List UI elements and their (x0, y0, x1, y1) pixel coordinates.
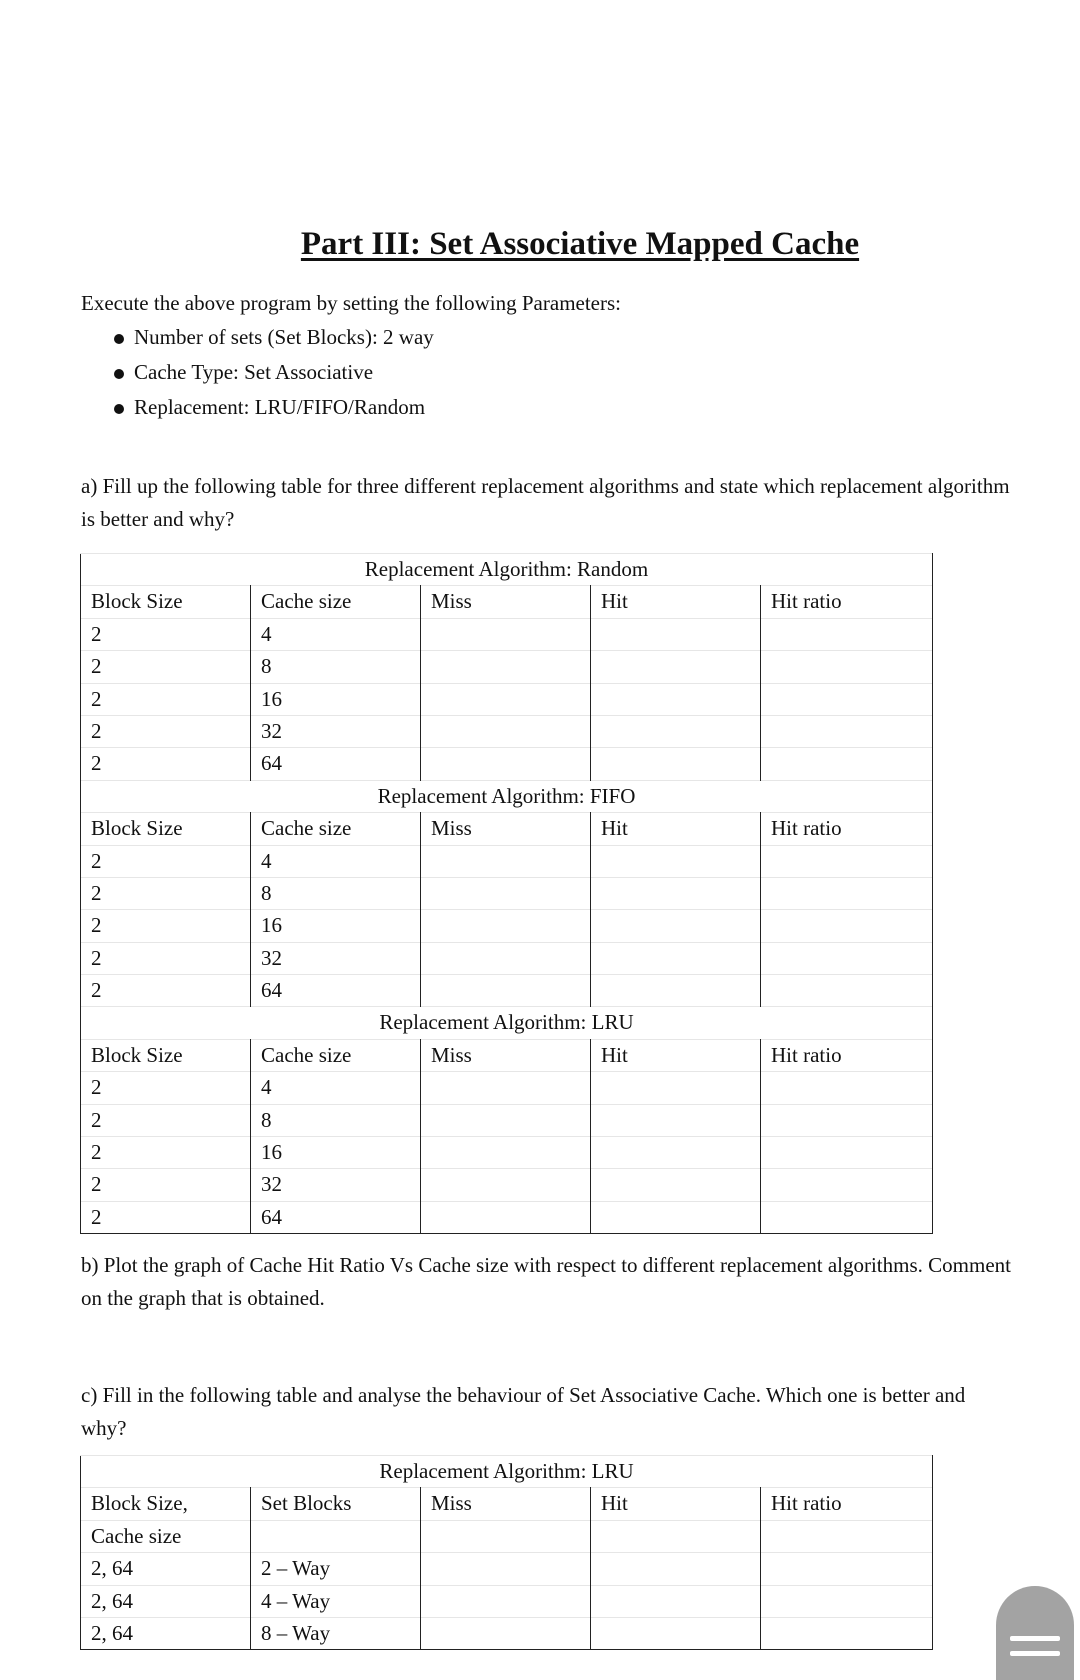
header-cache-size: Cache size (81, 1520, 251, 1552)
cache-size-cell: 4 (251, 1072, 421, 1104)
scroll-handle[interactable] (996, 1586, 1074, 1680)
hit-cell[interactable] (591, 975, 761, 1007)
cache-size-cell: 8 (251, 651, 421, 683)
cache-size-cell: 64 (251, 748, 421, 780)
miss-cell[interactable] (421, 975, 591, 1007)
miss-cell[interactable] (421, 618, 591, 650)
hit-cell[interactable] (591, 1137, 761, 1169)
question-a: a) Fill up the following table for three different replacement algorithms and state which replacement algorithm is better and why? (81, 474, 1010, 531)
miss-cell[interactable] (421, 910, 591, 942)
block-size-cell: 2 (81, 1072, 251, 1104)
miss-cell[interactable] (421, 1585, 591, 1617)
block-size-cell: 2 (81, 1104, 251, 1136)
hit-cell[interactable] (591, 683, 761, 715)
miss-cell[interactable] (421, 1553, 591, 1585)
cache-size-cell: 16 (251, 910, 421, 942)
hit-cell[interactable] (591, 845, 761, 877)
table-header-row (81, 1488, 933, 1520)
hit-cell[interactable] (591, 651, 761, 683)
hit-cell[interactable] (591, 1169, 761, 1201)
table-row (81, 1201, 933, 1233)
header-miss: Miss (421, 1039, 591, 1071)
hit-cell[interactable] (591, 715, 761, 747)
miss-cell[interactable] (421, 1201, 591, 1233)
table-header-row (81, 586, 933, 618)
header-hit-ratio: Hit ratio (761, 1039, 933, 1071)
table-section-title-row (81, 1007, 933, 1039)
hit-ratio-cell[interactable] (761, 1137, 933, 1169)
table-header-row (81, 813, 933, 845)
section-title-lru: Replacement Algorithm: LRU (81, 1007, 933, 1039)
miss-cell[interactable] (421, 1169, 591, 1201)
block-size-cell: 2 (81, 1137, 251, 1169)
table-row (81, 942, 933, 974)
table-row (81, 748, 933, 780)
cache-size-cell: 64 (251, 975, 421, 1007)
set-associative-table (80, 1455, 933, 1650)
cache-size-cell: 8 (251, 1104, 421, 1136)
miss-cell[interactable] (421, 1617, 591, 1649)
table-row (81, 1137, 933, 1169)
table-section-title-row (81, 1456, 933, 1488)
miss-cell[interactable] (421, 651, 591, 683)
table-row (81, 1072, 933, 1104)
hit-ratio-cell[interactable] (761, 942, 933, 974)
block-size-cell: 2 (81, 975, 251, 1007)
hit-ratio-cell[interactable] (761, 1585, 933, 1617)
hit-ratio-cell[interactable] (761, 845, 933, 877)
parameter-text: Number of sets (Set Blocks): 2 way (134, 325, 434, 349)
bullet-icon (114, 369, 124, 379)
miss-cell[interactable] (421, 1104, 591, 1136)
table-row (81, 651, 933, 683)
header-hit: Hit (591, 813, 761, 845)
intro-text: Execute the above program by setting the following Parameters: (81, 291, 622, 315)
section-title-random: Replacement Algorithm: Random (81, 554, 933, 586)
question-c: c) Fill in the following table and analyse the behaviour of Set Associative Cache. Which one is better and why? (81, 1383, 966, 1440)
hit-cell[interactable] (591, 942, 761, 974)
block-size-cell: 2 (81, 845, 251, 877)
bullet-icon (114, 404, 124, 414)
hit-cell[interactable] (591, 1585, 761, 1617)
hit-ratio-cell[interactable] (761, 1169, 933, 1201)
header-hit: Hit (591, 586, 761, 618)
table-section-title-row (81, 780, 933, 812)
set-blocks-cell: 2 – Way (251, 1553, 421, 1585)
section-title-lru: Replacement Algorithm: LRU (81, 1456, 933, 1488)
table-row (81, 1553, 933, 1585)
parameter-list (112, 320, 434, 425)
header-block-size: Block Size (81, 586, 251, 618)
hit-ratio-cell[interactable] (761, 651, 933, 683)
cache-size-cell: 16 (251, 1137, 421, 1169)
hit-ratio-cell[interactable] (761, 748, 933, 780)
hit-ratio-cell[interactable] (761, 1201, 933, 1233)
hit-ratio-cell[interactable] (761, 910, 933, 942)
table-header-row (81, 1039, 933, 1071)
empty-cell (421, 1520, 591, 1552)
hit-cell[interactable] (591, 618, 761, 650)
block-size-cell: 2 (81, 910, 251, 942)
table-row (81, 1104, 933, 1136)
block-size-cell: 2 (81, 942, 251, 974)
miss-cell[interactable] (421, 845, 591, 877)
question-b: b) Plot the graph of Cache Hit Ratio Vs Cache size with respect to different replacement algorithms. Comment on the graph that is obtained. (81, 1253, 1011, 1310)
header-cache-size: Cache size (251, 813, 421, 845)
bullet-icon (114, 334, 124, 344)
header-hit: Hit (591, 1488, 761, 1520)
list-item (112, 355, 434, 390)
header-hit-ratio: Hit ratio (761, 813, 933, 845)
hit-cell[interactable] (591, 1201, 761, 1233)
header-cache-size: Cache size (251, 1039, 421, 1071)
block-size-cell: 2 (81, 877, 251, 909)
header-set-blocks: Set Blocks (251, 1488, 421, 1520)
header-miss: Miss (421, 1488, 591, 1520)
block-size-cell: 2 (81, 1169, 251, 1201)
empty-cell (251, 1520, 421, 1552)
grip-line-icon (1010, 1636, 1060, 1641)
miss-cell[interactable] (421, 1072, 591, 1104)
block-size-cell: 2 (81, 618, 251, 650)
replacement-table (80, 553, 933, 1234)
header-hit: Hit (591, 1039, 761, 1071)
block-size-cell: 2 (81, 1201, 251, 1233)
block-size-cell: 2 (81, 748, 251, 780)
header-block-size: Block Size (81, 1039, 251, 1071)
table-row (81, 877, 933, 909)
list-item (112, 390, 434, 425)
block-cache-cell: 2, 64 (81, 1585, 251, 1617)
page-title: Part III: Set Associative Mapped Cache (300, 226, 860, 262)
miss-cell[interactable] (421, 1137, 591, 1169)
header-hit-ratio: Hit ratio (761, 586, 933, 618)
header-hit-ratio: Hit ratio (761, 1488, 933, 1520)
table-row (81, 1169, 933, 1201)
miss-cell[interactable] (421, 683, 591, 715)
section-title-fifo: Replacement Algorithm: FIFO (81, 780, 933, 812)
header-block-size: Block Size, (81, 1488, 251, 1520)
block-size-cell: 2 (81, 651, 251, 683)
set-blocks-cell: 8 – Way (251, 1617, 421, 1649)
hit-cell[interactable] (591, 1617, 761, 1649)
hit-ratio-cell[interactable] (761, 715, 933, 747)
hit-ratio-cell[interactable] (761, 618, 933, 650)
grip-line-icon (1010, 1651, 1060, 1656)
table-row (81, 975, 933, 1007)
table-row (81, 618, 933, 650)
header-block-size: Block Size (81, 813, 251, 845)
cache-size-cell: 32 (251, 715, 421, 747)
set-blocks-cell: 4 – Way (251, 1585, 421, 1617)
miss-cell[interactable] (421, 877, 591, 909)
hit-cell[interactable] (591, 877, 761, 909)
cache-size-cell: 32 (251, 1169, 421, 1201)
parameter-text: Replacement: LRU/FIFO/Random (134, 395, 426, 419)
hit-cell[interactable] (591, 1072, 761, 1104)
hit-ratio-cell[interactable] (761, 683, 933, 715)
header-miss: Miss (421, 813, 591, 845)
table-header-row (81, 1520, 933, 1552)
table-row (81, 910, 933, 942)
table-row (81, 845, 933, 877)
hit-ratio-cell[interactable] (761, 975, 933, 1007)
block-size-cell: 2 (81, 715, 251, 747)
list-item (112, 320, 434, 355)
cache-size-cell: 4 (251, 618, 421, 650)
hit-cell[interactable] (591, 1553, 761, 1585)
miss-cell[interactable] (421, 715, 591, 747)
empty-cell (761, 1520, 933, 1552)
hit-cell[interactable] (591, 910, 761, 942)
miss-cell[interactable] (421, 748, 591, 780)
hit-cell[interactable] (591, 748, 761, 780)
cache-size-cell: 64 (251, 1201, 421, 1233)
hit-ratio-cell[interactable] (761, 877, 933, 909)
table-row (81, 1617, 933, 1649)
cache-size-cell: 4 (251, 845, 421, 877)
hit-ratio-cell[interactable] (761, 1617, 933, 1649)
cache-size-cell: 32 (251, 942, 421, 974)
block-cache-cell: 2, 64 (81, 1553, 251, 1585)
header-cache-size: Cache size (251, 586, 421, 618)
table-row (81, 1585, 933, 1617)
hit-ratio-cell[interactable] (761, 1553, 933, 1585)
hit-cell[interactable] (591, 1104, 761, 1136)
table-section-title-row (81, 554, 933, 586)
cache-size-cell: 8 (251, 877, 421, 909)
miss-cell[interactable] (421, 942, 591, 974)
block-size-cell: 2 (81, 683, 251, 715)
cache-size-cell: 16 (251, 683, 421, 715)
table-row (81, 715, 933, 747)
parameter-text: Cache Type: Set Associative (134, 360, 374, 384)
hit-ratio-cell[interactable] (761, 1072, 933, 1104)
block-cache-cell: 2, 64 (81, 1617, 251, 1649)
header-miss: Miss (421, 586, 591, 618)
empty-cell (591, 1520, 761, 1552)
hit-ratio-cell[interactable] (761, 1104, 933, 1136)
table-row (81, 683, 933, 715)
